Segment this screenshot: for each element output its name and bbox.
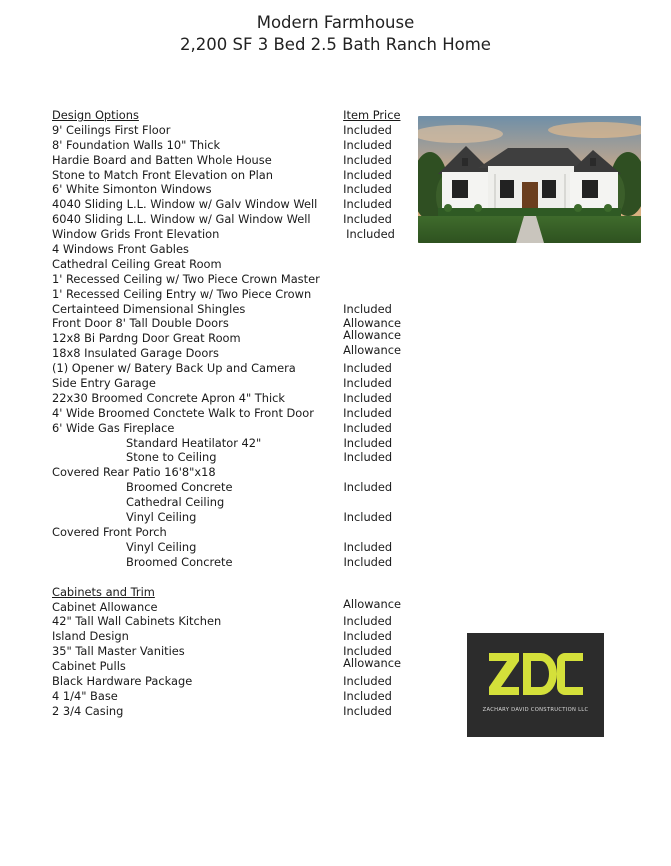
item-price: Included [343,629,392,644]
item-price: Included [346,227,395,242]
page-subtitle: 2,200 SF 3 Bed 2.5 Bath Ranch Home [180,35,491,54]
list-item [52,704,412,719]
list-item [52,540,412,555]
item-label: 18x8 Insulated Garage Doors [52,346,219,361]
list-item [52,343,412,361]
item-price: Included [343,435,393,450]
list-item [52,197,412,212]
item-label: 4 1/4" Base [52,688,118,703]
item-label: Cathedral Ceiling Great Room [52,256,222,271]
company-logo [467,633,604,737]
item-price: Allowance [343,328,402,343]
item-price [343,287,412,302]
list-item [52,480,412,495]
item-label: Broomed Concrete [126,554,233,569]
column-header-row [52,108,412,123]
item-label: 9' Ceilings First Floor [52,122,171,137]
item-label: Certainteed Dimensional Shingles [52,301,246,316]
list-item [52,525,412,540]
item-label: 8' Foundation Walls 10" Thick [52,137,221,152]
item-label: (1) Opener w/ Batery Back Up and Camera [52,361,296,376]
item-label: 6' Wide Gas Fireplace [52,420,175,435]
item-price [343,272,412,287]
list-item [52,436,412,451]
list-item [52,182,412,197]
item-label: Cabinet Allowance [52,599,158,614]
list-item [52,406,412,421]
item-label: 22x30 Broomed Concrete Apron 4" Thick [52,390,286,405]
item-label: 6' White Simonton Windows [52,182,212,197]
item-label: Front Door 8' Tall Double Doors [52,316,229,331]
item-label: Hardie Board and Batten Whole House [52,152,272,167]
item-price: Included [343,361,392,376]
item-price-header: Item Price [343,108,401,122]
item-label: Stone to Match Front Elevation on Plan [52,167,273,182]
item-price: Allowance [343,316,402,331]
list-item [52,689,412,704]
item-price: Included [343,152,392,167]
item-label: 2 3/4 Casing [52,703,124,718]
item-label: Vinyl Ceiling [126,539,197,554]
list-item [52,614,412,629]
item-price: Included [343,167,392,182]
item-price: Included [343,510,393,525]
item-label: Black Hardware Package [52,673,193,688]
item-price: Included [343,420,392,435]
item-price [343,495,412,510]
item-label: Side Entry Garage [52,376,156,391]
item-label: Broomed Concrete [126,480,233,495]
item-price: Included [343,688,392,703]
company-name: ZACHARY DAVID CONSTRUCTION LLC [482,707,589,713]
item-price: Included [343,673,392,688]
options-list [52,108,412,719]
item-label: Stone to Ceiling [126,450,217,465]
list-item [52,257,412,272]
item-label: 1' Recessed Ceiling Entry w/ Two Piece Crown [52,286,312,301]
list-item [52,361,412,376]
item-label: 4 Windows Front Gables [52,242,189,257]
list-item [52,510,412,525]
list-item [52,242,412,257]
item-price: Included [343,554,393,569]
item-price: Included [343,405,392,420]
item-label: 12x8 Bi Pardng Door Great Room [52,331,241,346]
item-price: Included [343,197,392,212]
item-label: 42" Tall Wall Cabinets Kitchen [52,614,222,629]
item-price: Included [343,614,392,629]
item-price: Included [343,301,392,316]
item-price: Included [343,450,393,465]
item-price: Included [343,376,392,391]
item-price: Allowance [343,656,402,671]
item-price: Included [343,212,392,227]
item-label: 6040 Sliding L.L. Window w/ Gal Window Well [52,212,311,227]
list-item [52,302,412,317]
item-price [343,465,412,480]
list-item [52,674,412,689]
item-price [343,257,412,272]
item-label: Island Design [52,629,129,644]
item-price [343,525,412,540]
item-label: Window Grids Front Elevation [52,227,220,242]
list-item [52,465,412,480]
item-price: Included [343,182,392,197]
list-item [52,596,412,615]
list-item [52,153,412,168]
list-item [52,138,412,153]
item-price: Included [343,480,393,495]
list-item [52,227,412,242]
list-item [52,168,412,183]
list-item [52,287,412,302]
item-label: Cathedral Ceiling [126,495,225,510]
item-label: 4040 Sliding L.L. Window w/ Galv Window Well [52,197,318,212]
list-item [52,391,412,406]
list-item [52,421,412,436]
zdc-logo-icon [467,633,604,737]
item-price: Allowance [343,343,402,358]
cabinets-section-title: Cabinets and Trim [52,584,155,599]
item-price: Included [343,644,392,659]
house-photo [418,116,641,243]
design-options-header: Design Options [52,108,139,122]
item-price: Allowance [343,596,402,611]
list-item [52,629,412,644]
list-item [52,495,412,510]
item-label: Vinyl Ceiling [126,510,197,525]
item-label: Covered Rear Patio 16'8"x18 [52,465,216,480]
page-title: Modern Farmhouse [256,13,415,32]
list-item [52,123,412,138]
list-item [52,212,412,227]
list-item [52,555,412,570]
item-price [343,242,412,257]
list-item [52,450,412,465]
item-price: Included [343,703,392,718]
list-item [52,376,412,391]
item-label: Covered Front Porch [52,524,167,539]
spacer [52,570,412,585]
list-item [52,656,412,674]
item-price: Included [343,539,393,554]
item-price: Included [343,137,392,152]
item-label: 1' Recessed Ceiling w/ Two Piece Crown Master [52,271,320,286]
item-price: Included [343,390,392,405]
list-item [52,272,412,287]
item-label: 35" Tall Master Vanities [52,644,185,659]
item-label: 4' Wide Broomed Conctete Walk to Front Door [52,405,314,420]
item-label: Cabinet Pulls [52,659,126,674]
item-price: Included [343,122,392,137]
item-label: Standard Heatilator 42" [126,435,262,450]
